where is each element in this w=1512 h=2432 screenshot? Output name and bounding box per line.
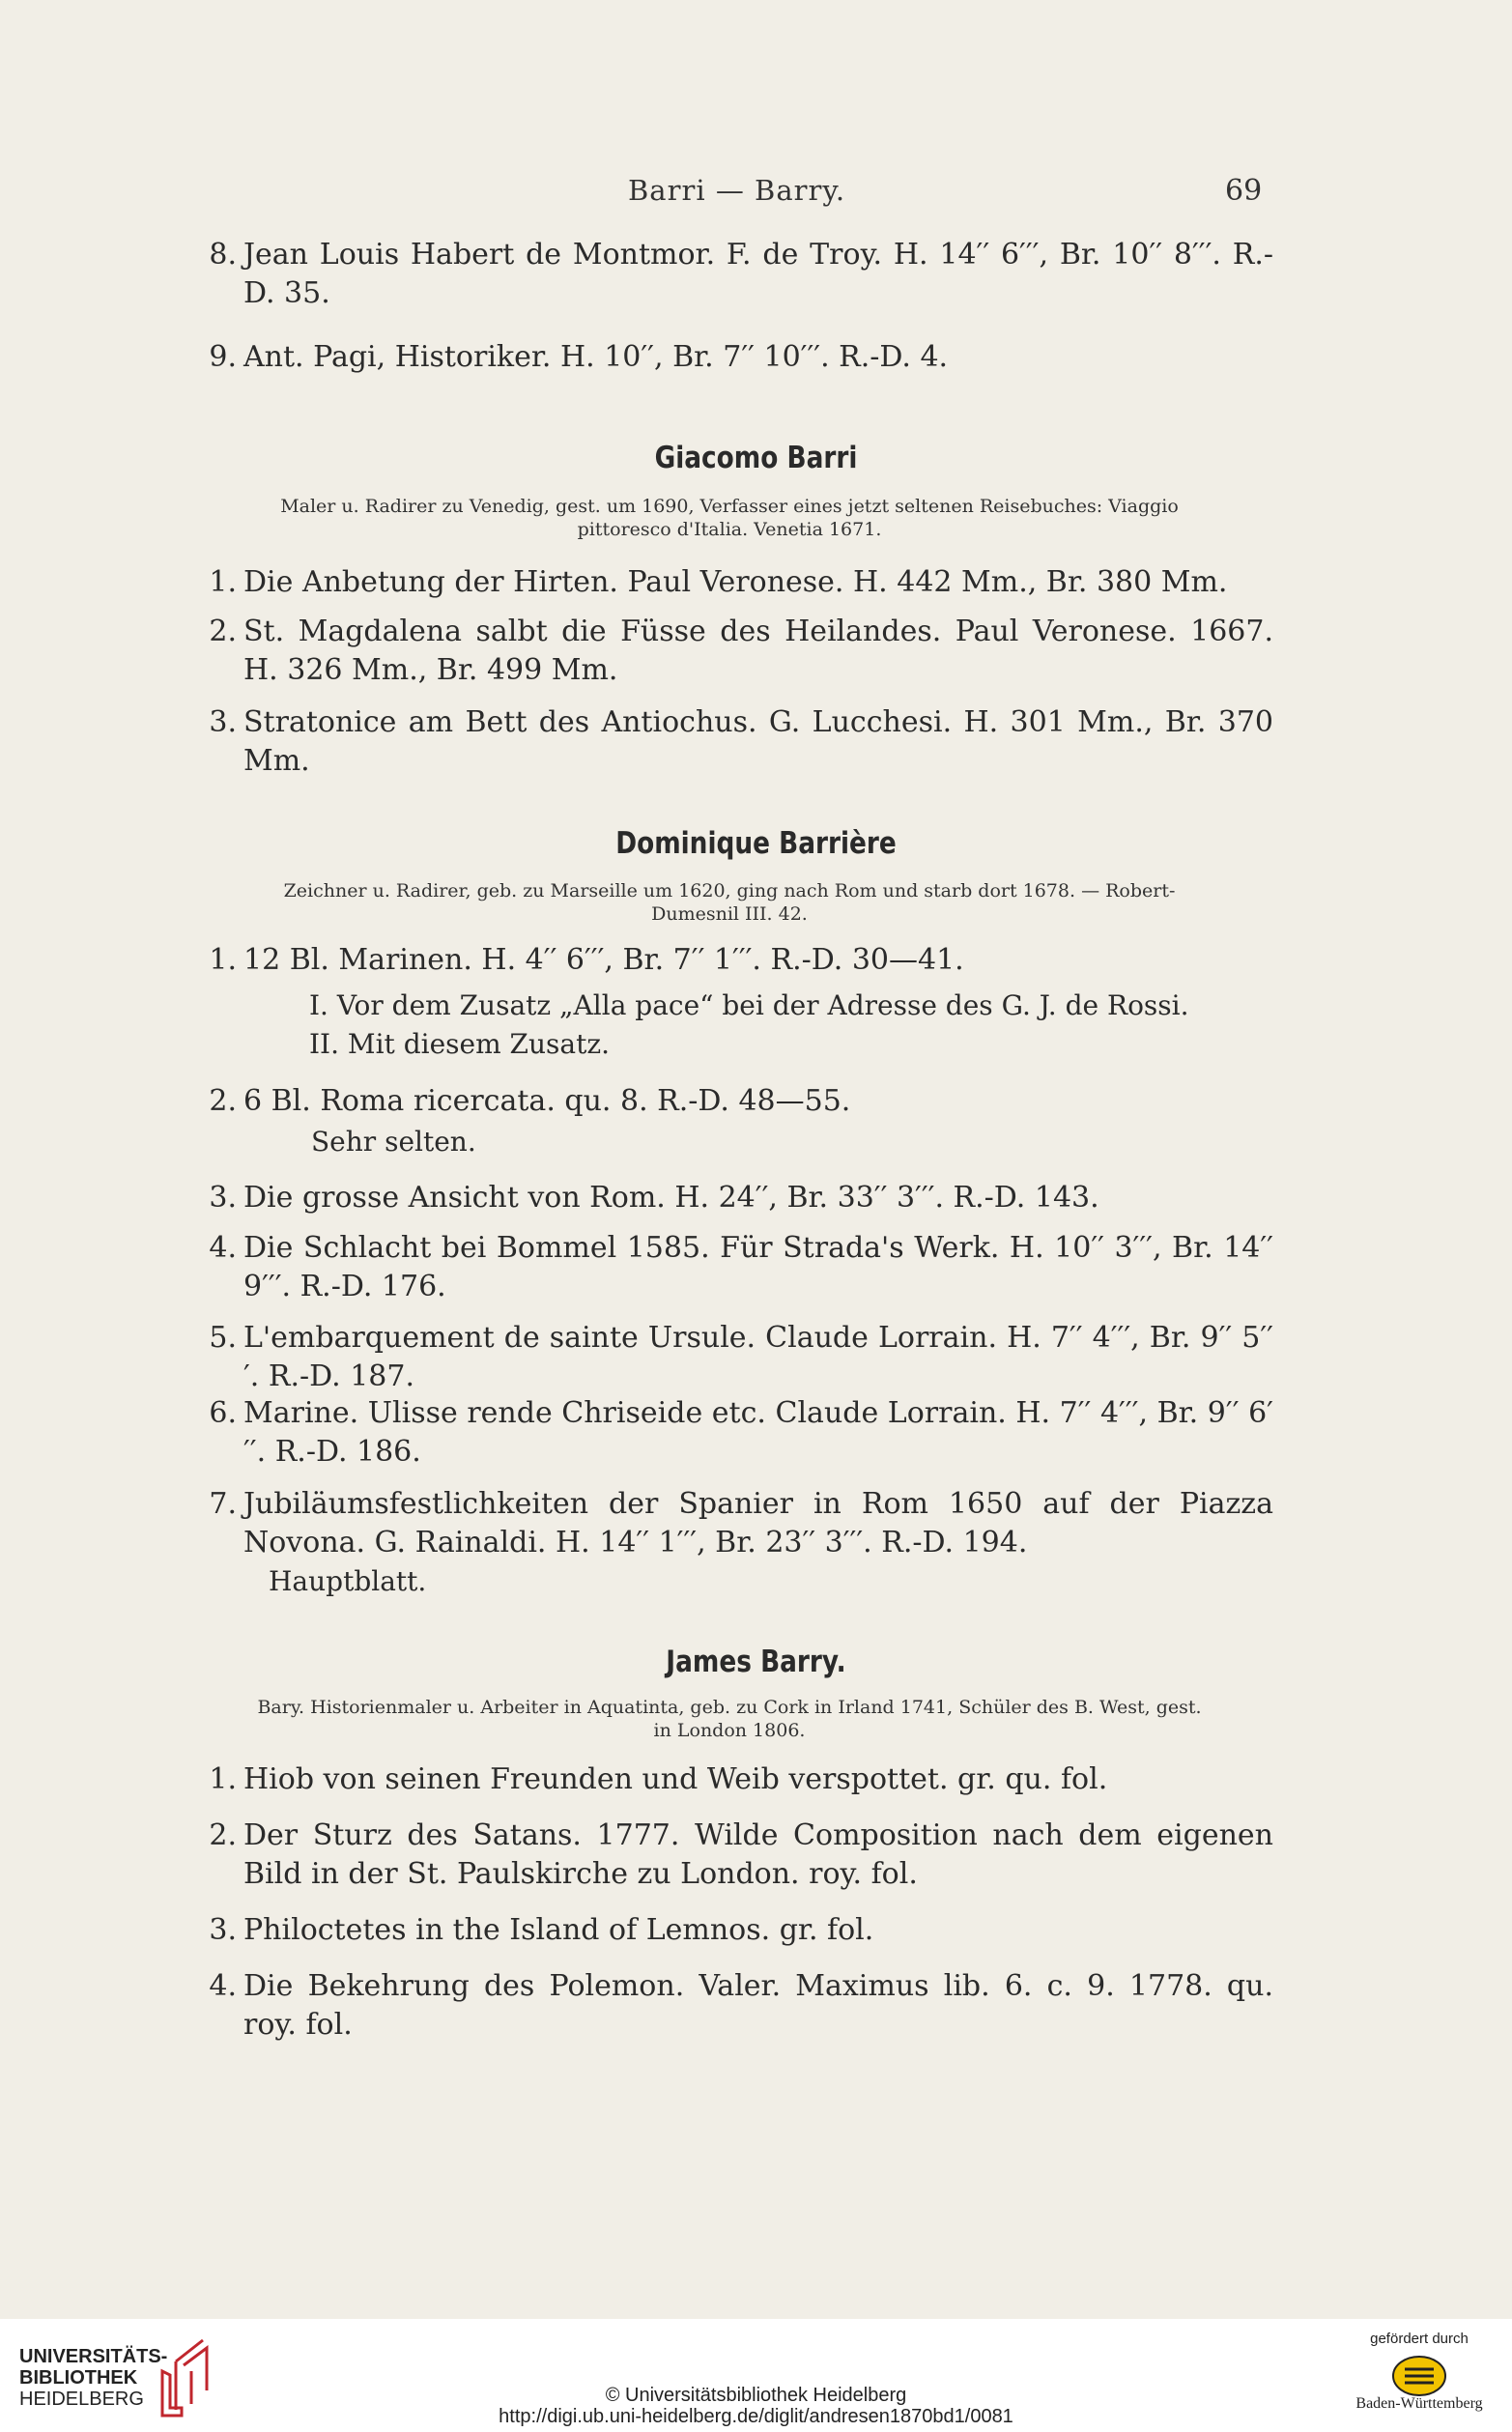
source-url-link[interactable]: http://digi.ub.uni-heidelberg.de/diglit/andresen1870bd1/0081 bbox=[499, 2406, 1013, 2427]
barri-entry-3: 3. Stratonice am Bett des Antiochus. G. Lucchesi. H. 301 Mm., Br. 370 Mm. bbox=[209, 705, 1273, 778]
state-crest-icon bbox=[1391, 2354, 1447, 2398]
biography-giacomo-barri: Maler u. Radirer zu Venedig, gest. um 1690, Verfasser eines jetzt seltenen Reisebuches: Viaggio pittoresco d'Italia. Venetia 1671. bbox=[280, 496, 1179, 540]
note-1a: I. Vor dem Zusatz „Alla pace“ bei der Adresse des G. J. de Rossi. bbox=[309, 989, 1189, 1021]
barriere-entry-6: 6. Marine. Ulisse rende Chriseide etc. Claude Lorrain. H. 7′′ 4′′′, Br. 9′′ 6′′′. R.-D. 186. bbox=[209, 1396, 1273, 1469]
sponsor-name: Baden-Württemberg bbox=[1355, 2395, 1483, 2412]
note-2: Sehr selten. bbox=[311, 1126, 476, 1158]
barry-entry-2: 2. Der Sturz des Satans. 1777. Wilde Composition nach dem eigenen Bild in der St. Paulskirche zu London. roy. fol. bbox=[209, 1818, 1273, 1891]
section-heading-james-barry: James Barry. bbox=[666, 1645, 846, 1679]
section-heading-giacomo-barri: Giacomo Barri bbox=[654, 441, 858, 475]
copyright-notice: © Universitätsbibliothek Heidelberg http://digi.ub.uni-heidelberg.de/diglit/andresen1870bd1/0081 bbox=[0, 2385, 1512, 2427]
entry-9: 9. Ant. Pagi, Historiker. H. 10′′, Br. 7′′ 10′′′. R.-D. 4. bbox=[193, 338, 1273, 377]
sponsor-block bbox=[1337, 2331, 1501, 2413]
footer-bar bbox=[0, 2319, 1512, 2432]
entry-8: 8. Jean Louis Habert de Montmor. F. de Troy. H. 14′′ 6′′′, Br. 10′′ 8′′′. R.-D. 35. bbox=[193, 236, 1273, 313]
note-1b: II. Mit diesem Zusatz. bbox=[309, 1028, 610, 1060]
entry-text: Jean Louis Habert de Montmor. F. de Troy. H. 14′′ 6′′′, Br. 10′′ 8′′′. R.-D. 35. bbox=[243, 238, 1273, 310]
section-heading-dominique-barriere: Dominique Barrière bbox=[615, 826, 897, 861]
barriere-entry-4: 4. Die Schlacht bei Bommel 1585. Für Strada's Werk. H. 10′′ 3′′′, Br. 14′′ 9′′′. R.-D. 176. bbox=[209, 1231, 1273, 1303]
barry-entry-3: 3. Philoctetes in the Island of Lemnos. gr. fol. bbox=[209, 1913, 874, 1947]
biography-dominique-barriere: Zeichner u. Radirer, geb. zu Marseille um 1620, ging nach Rom und starb dort 1678. — Robert-Dumesnil III. 42. bbox=[283, 880, 1176, 925]
entry-text: Ant. Pagi, Historiker. H. 10′′, Br. 7′′ 10′′′. R.-D. 4. bbox=[243, 340, 949, 374]
running-title: Barri — Barry. bbox=[628, 174, 846, 207]
barriere-entry-3: 3. Die grosse Ansicht von Rom. H. 24′′, Br. 33′′ 3′′′. R.-D. 143. bbox=[209, 1181, 1099, 1215]
barri-entry-2: 2. St. Magdalena salbt die Füsse des Heilandes. Paul Veronese. 1667. H. 326 Mm., Br. 499 Mm. bbox=[209, 615, 1273, 687]
barry-entry-4: 4. Die Bekehrung des Polemon. Valer. Maximus lib. 6. c. 9. 1778. qu. roy. fol. bbox=[209, 1969, 1273, 2042]
barri-entry-1: 1. Die Anbetung der Hirten. Paul Veronese. H. 442 Mm., Br. 380 Mm. bbox=[209, 565, 1228, 599]
barry-entry-1: 1. Hiob von seinen Freunden und Weib verspottet. gr. qu. fol. bbox=[209, 1762, 1108, 1796]
biography-james-barry: Bary. Historienmaler u. Arbeiter in Aquatinta, geb. zu Cork in Irland 1741, Schüler des B. West, gest. in London 1806. bbox=[257, 1697, 1202, 1741]
barriere-entry-2: 2. 6 Bl. Roma ricercata. qu. 8. R.-D. 48—55. bbox=[209, 1084, 851, 1118]
library-logo-text[interactable]: UNIVERSITÄTS- BIBLIOTHEK HEIDELBERG bbox=[19, 2346, 168, 2410]
barriere-entry-7: 7. Jubiläumsfestlichkeiten der Spanier in Rom 1650 auf der Piazza Novona. G. Rainaldi. H. 14′′ 1′′′, Br. 23′′ 3′′′. R.-D. 194. bbox=[209, 1487, 1273, 1559]
note-7: Hauptblatt. bbox=[269, 1565, 427, 1597]
barriere-entry-5: 5. L'embarquement de sainte Ursule. Claude Lorrain. H. 7′′ 4′′′, Br. 9′′ 5′′′. R.-D. 187. bbox=[209, 1321, 1273, 1393]
barriere-entry-1: 1. 12 Bl. Marinen. H. 4′′ 6′′′, Br. 7′′ 1′′′. R.-D. 30—41. bbox=[209, 943, 964, 977]
page-number: 69 bbox=[1225, 174, 1263, 208]
sponsor-label: gefördert durch bbox=[1370, 2331, 1469, 2347]
